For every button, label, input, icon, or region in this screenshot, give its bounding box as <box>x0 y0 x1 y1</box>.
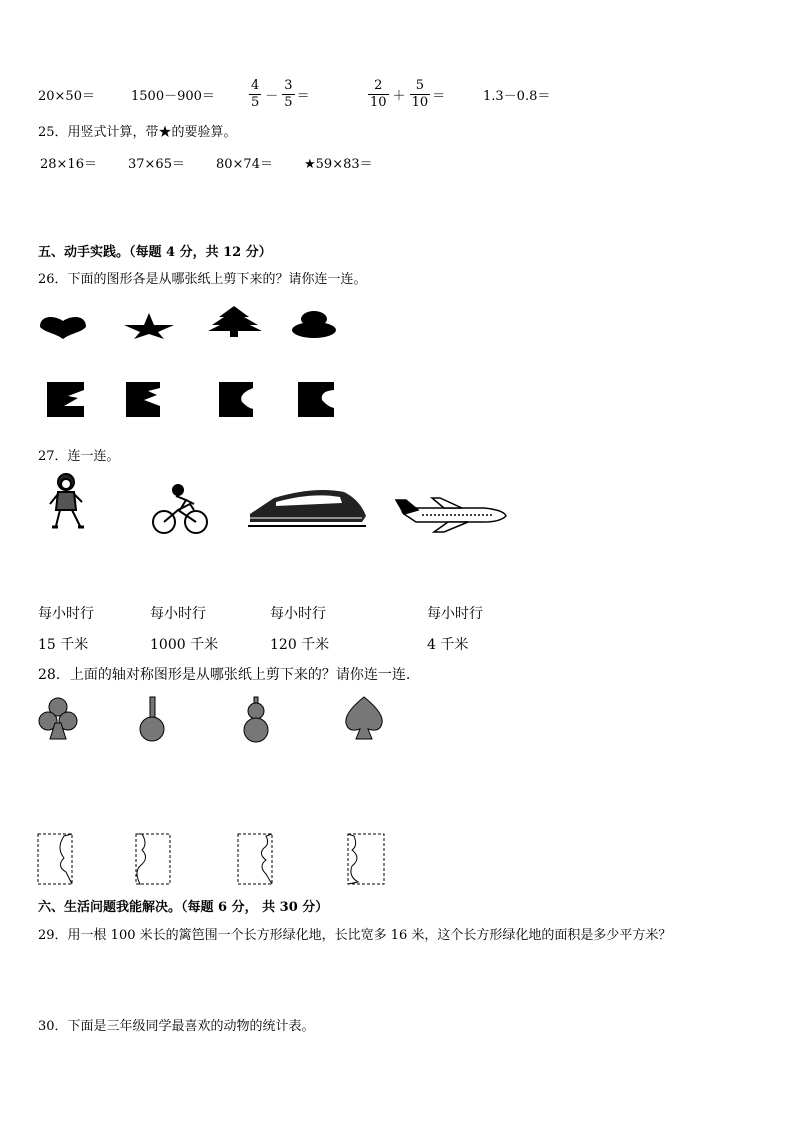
fraction-expression-1 <box>247 78 310 111</box>
q27-pictures-row <box>44 470 514 545</box>
question-30-title: 30．下面是三年级同学最喜欢的动物的统计表。 <box>38 1019 315 1034</box>
q28-papers-row <box>36 830 396 890</box>
operator: ＋ <box>392 89 406 104</box>
spade-icon <box>346 697 382 739</box>
folded-paper-c <box>238 834 272 884</box>
speed-label-top: 每小时行 <box>427 606 483 622</box>
equals-sign: ＝ <box>432 89 446 104</box>
folded-paper-4 <box>298 382 334 417</box>
equals-sign: ＝ <box>296 89 310 104</box>
walking-girl-icon <box>50 474 84 527</box>
folded-paper-2 <box>126 382 160 417</box>
vertical-calc-item: 80×74＝ <box>216 157 273 172</box>
airplane-icon <box>396 498 506 532</box>
speed-label-top: 每小时行 <box>38 606 94 622</box>
pan-icon <box>140 697 164 741</box>
tree-icon <box>208 306 262 337</box>
calc-item-5: 1.3－0.8＝ <box>483 89 551 104</box>
cyclist-icon <box>153 485 207 533</box>
folded-paper-d <box>348 834 384 884</box>
question-25-title: 25．用竖式计算，带★的要验算。 <box>38 125 237 140</box>
heart-icon <box>40 317 86 339</box>
denominator: 10 <box>370 95 387 110</box>
hat-icon <box>292 311 336 338</box>
denominator: 5 <box>284 95 293 110</box>
folded-paper-b <box>136 834 170 884</box>
question-29-title: 29．用一根 100 米长的篱笆围一个长方形绿化地，长比宽多 16 米，这个长方形绿化地的面积是多少平方米？ <box>38 928 672 943</box>
q28-shapes-row <box>36 695 396 745</box>
vertical-calc-item: 37×65＝ <box>128 157 185 172</box>
question-27-title: 27．连一连。 <box>38 449 120 464</box>
fraction-expression-2 <box>366 78 445 111</box>
club-icon <box>39 698 77 739</box>
gourd-icon <box>244 697 268 742</box>
star-icon <box>124 313 174 339</box>
section-5-heading: 五、动手实践。（每题 4 分，共 12 分） <box>38 245 272 260</box>
numerator: 4 <box>251 78 260 93</box>
speed-value: 1000 千米 <box>150 637 219 653</box>
folded-paper-3 <box>219 382 253 417</box>
numerator: 3 <box>284 78 293 93</box>
speed-value: 15 千米 <box>38 637 89 653</box>
section-6-heading: 六、生活问题我能解决。（每题 6 分， 共 30 分） <box>38 900 329 915</box>
denominator: 10 <box>411 95 429 110</box>
folded-paper-a <box>38 834 72 884</box>
numerator: 5 <box>415 78 424 93</box>
speed-value: 4 千米 <box>427 637 469 653</box>
speed-label-top: 每小时行 <box>150 606 206 622</box>
denominator: 5 <box>251 95 260 110</box>
calc-item-2: 1500－900＝ <box>131 89 215 104</box>
speed-value: 120 千米 <box>270 637 330 653</box>
operator: － <box>265 89 279 104</box>
vertical-calc-item: ★59×83＝ <box>304 157 373 172</box>
question-28-title: 28．上面的轴对称图形是从哪张纸上剪下来的？请你连一连. <box>38 667 411 683</box>
numerator: 2 <box>374 78 383 93</box>
high-speed-train-icon <box>248 490 366 526</box>
vertical-calc-item: 28×16＝ <box>40 157 97 172</box>
q26-shapes-row <box>36 305 346 345</box>
question-26-title: 26．下面的图形各是从哪张纸上剪下来的？请你连一连。 <box>38 272 367 287</box>
folded-paper-1 <box>47 382 84 417</box>
calc-item-1: 20×50＝ <box>38 89 95 104</box>
q26-papers-row <box>44 380 344 420</box>
speed-label-top: 每小时行 <box>270 606 326 622</box>
